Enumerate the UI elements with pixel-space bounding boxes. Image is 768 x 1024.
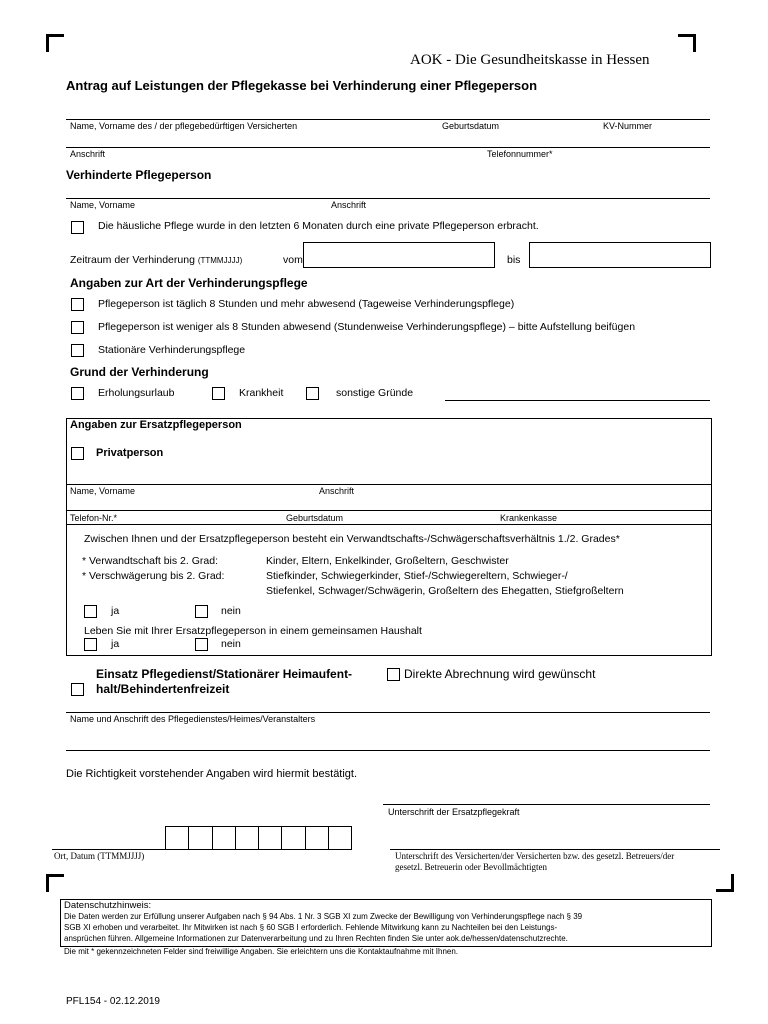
reason-other-text: sonstige Gründe: [336, 387, 414, 399]
corner-mark-top-right: [678, 34, 696, 52]
period-from-field[interactable]: [303, 242, 495, 268]
service-heading-1: Einsatz Pflegedienst/Stationärer Heimaufent-: [96, 667, 353, 681]
type-hourly-checkbox[interactable]: [71, 321, 84, 334]
reason-other-checkbox[interactable]: [306, 387, 319, 400]
household-no-text: nein: [221, 638, 241, 650]
caregiver-address-label: Anschrift: [331, 200, 367, 210]
corner-mark-mid-left: [46, 874, 64, 892]
privacy-line-2: SGB XI erhoben und verarbeitet. Ihr Mitwirken ist nach § 60 SGB I erforderlich. Fehlende Mitwirkung kann zu Nachteilen bei den Leistungs-: [64, 923, 558, 932]
privacy-line-1: Die Daten werden zur Erfüllung unserer Aufgaben nach § 94 Abs. 1 Nr. 3 SGB XI zum Zwecke der Bewilligung von Verhinderungspflege nach § 39: [64, 912, 583, 921]
substitute-signature-line[interactable]: [383, 804, 710, 805]
relation-yes-text: ja: [111, 605, 120, 617]
period-to-field[interactable]: [529, 242, 711, 268]
type-inpatient-text: Stationäre Verhinderungspflege: [98, 344, 246, 356]
privacy-heading: Datenschutzhinweis:: [64, 900, 152, 911]
period-label: [70, 254, 242, 266]
date-box[interactable]: [281, 826, 304, 850]
provider-label: Name und Anschrift des Pflegedienstes/Heimes/Veranstalters: [70, 714, 316, 724]
date-box[interactable]: [235, 826, 258, 850]
insured-birth-label: Geburtsdatum: [442, 121, 500, 131]
insured-signature-line[interactable]: [390, 849, 720, 850]
affinity-value-1: Stiefkinder, Schwiegerkinder, Stief-/Schwiegereltern, Schwieger-/: [266, 570, 568, 582]
org-name: AOK - Die Gesundheitskasse in Hessen: [410, 52, 650, 68]
insured-signature-label-2: gesetzl. Betreuerin oder Bevollmächtigten: [395, 862, 547, 872]
place-date-line[interactable]: [52, 849, 352, 850]
reason-vacation-checkbox[interactable]: [71, 387, 84, 400]
insured-address-label: Anschrift: [70, 149, 106, 159]
reason-illness-text: Krankheit: [239, 387, 284, 399]
provider-line[interactable]: [66, 712, 710, 713]
to-label: bis: [507, 254, 521, 266]
relation-no-checkbox[interactable]: [195, 605, 208, 618]
type-hourly-text: Pflegeperson ist weniger als 8 Stunden abwesend (Stundenweise Verhinderungspflege) – bitte Aufstellung beifügen: [98, 321, 636, 333]
substitute-divider: [66, 524, 712, 525]
date-box[interactable]: [188, 826, 211, 850]
private-care-checkbox[interactable]: [71, 221, 84, 234]
insured-name-line[interactable]: [66, 119, 710, 120]
direct-billing-checkbox[interactable]: [387, 668, 400, 681]
provider-line-2[interactable]: [66, 750, 710, 751]
kinship-label: * Verwandtschaft bis 2. Grad:: [82, 555, 218, 567]
substitute-phone-label: Telefon-Nr.*: [70, 513, 118, 523]
household-question: Leben Sie mit Ihrer Ersatzpflegeperson in einem gemeinsamen Haushalt: [84, 625, 422, 637]
optional-note: Die mit * gekennzeichneten Felder sind freiwillige Angaben. Sie erleichtern uns die Kontaktaufnahme mit Ihnen.: [64, 947, 459, 956]
insured-name-label: Name, Vorname des / der pflegebedürftigen Versicherten: [70, 121, 298, 131]
affinity-label: * Verschwägerung bis 2. Grad:: [82, 570, 225, 582]
date-box[interactable]: [305, 826, 328, 850]
household-no-checkbox[interactable]: [195, 638, 208, 651]
substitute-heading: Angaben zur Ersatzpflegeperson: [70, 419, 242, 431]
substitute-birth-label: Geburtsdatum: [286, 513, 344, 523]
type-inpatient-checkbox[interactable]: [71, 344, 84, 357]
insured-phone-label: Telefonnummer*: [487, 149, 553, 159]
substitute-phone-line[interactable]: [66, 510, 712, 511]
corner-mark-mid-right: [716, 874, 734, 892]
service-heading-2: halt/Behindertenfreizeit: [96, 682, 230, 696]
household-yes-checkbox[interactable]: [84, 638, 97, 651]
substitute-private-checkbox[interactable]: [71, 447, 84, 460]
from-label: vom: [283, 254, 303, 266]
relation-yes-checkbox[interactable]: [84, 605, 97, 618]
type-heading: Angaben zur Art der Verhinderungspflege: [70, 276, 308, 290]
insured-address-line[interactable]: [66, 147, 710, 148]
insured-kv-label: KV-Nummer: [603, 121, 653, 131]
form-title: Antrag auf Leistungen der Pflegekasse bei Verhinderung einer Pflegeperson: [66, 78, 538, 93]
kinship-value: Kinder, Eltern, Enkelkinder, Großeltern, Geschwister: [266, 555, 509, 567]
caregiver-name-line[interactable]: [66, 198, 710, 199]
date-box[interactable]: [212, 826, 235, 850]
reason-vacation-text: Erholungsurlaub: [98, 387, 175, 399]
reason-illness-checkbox[interactable]: [212, 387, 225, 400]
period-format: (TTMMJJJJ): [197, 256, 243, 265]
substitute-name-label: Name, Vorname: [70, 486, 136, 496]
date-box[interactable]: [258, 826, 281, 850]
household-yes-text: ja: [111, 638, 120, 650]
caregiver-heading: Verhinderte Pflegeperson: [66, 168, 212, 182]
substitute-insurer-label: Krankenkasse: [500, 513, 558, 523]
date-boxes[interactable]: [165, 826, 352, 850]
reason-heading: Grund der Verhinderung: [70, 365, 209, 379]
place-date-label: Ort, Datum (TTMMJJJJ): [54, 851, 145, 861]
substitute-signature-label: Unterschrift der Ersatzpflegekraft: [388, 807, 520, 817]
period-label-text: Zeitraum der Verhinderung: [70, 254, 195, 266]
insured-signature-label-1: Unterschrift des Versicherten/der Versicherten bzw. des gesetzl. Betreuers/der: [395, 851, 675, 861]
privacy-line-3: ansprüchen führen. Allgemeine Informationen zur Datenverarbeitung und zu Ihren Rechten finden Sie unter aok.de/hessen/datenschutzrechte.: [64, 934, 568, 943]
type-daily-checkbox[interactable]: [71, 298, 84, 311]
service-checkbox[interactable]: [71, 683, 84, 696]
date-box[interactable]: [165, 826, 188, 850]
type-daily-text: Pflegeperson ist täglich 8 Stunden und mehr abwesend (Tageweise Verhinderungspflege): [98, 298, 515, 310]
relation-no-text: nein: [221, 605, 241, 617]
corner-mark-top-left: [46, 34, 64, 52]
substitute-name-line[interactable]: [66, 484, 712, 485]
confirmation-text: Die Richtigkeit vorstehender Angaben wird hiermit bestätigt.: [66, 768, 358, 780]
date-box[interactable]: [328, 826, 352, 850]
form-id: PFL154 - 02.12.2019: [66, 996, 160, 1007]
substitute-private-text: Privatperson: [96, 447, 164, 459]
relation-question: Zwischen Ihnen und der Ersatzpflegeperson besteht ein Verwandtschafts-/Schwägerschaftsverhältnis 1./2. Grades*: [84, 533, 620, 545]
caregiver-name-label: Name, Vorname: [70, 200, 136, 210]
reason-other-field[interactable]: [445, 400, 710, 401]
affinity-value-2: Stiefenkel, Schwager/Schwägerin, Großeltern des Ehegatten, Stiefgroßeltern: [266, 585, 624, 597]
private-care-text: Die häusliche Pflege wurde in den letzten 6 Monaten durch eine private Pflegeperson erbracht.: [98, 220, 539, 232]
direct-billing-text: Direkte Abrechnung wird gewünscht: [404, 667, 596, 681]
substitute-address-label: Anschrift: [319, 486, 355, 496]
